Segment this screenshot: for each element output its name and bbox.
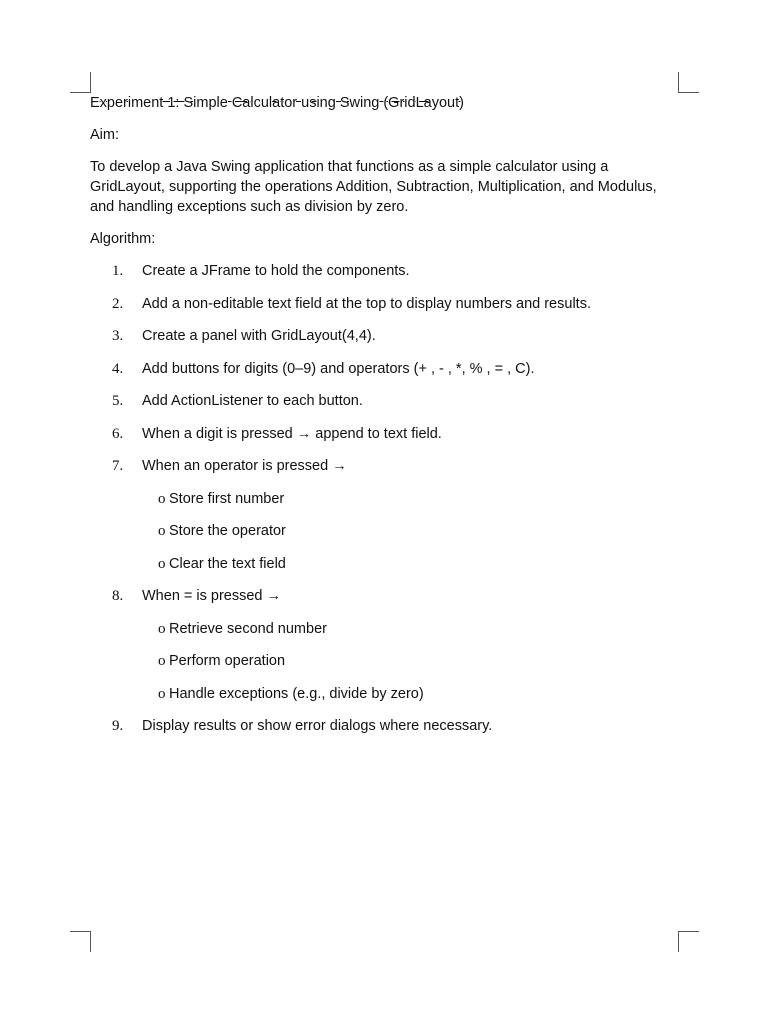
algorithm-steps (90, 261, 680, 736)
step-text: Create a JFrame to hold the components. (142, 263, 410, 279)
step-8-substep-3 (158, 684, 680, 704)
substep-text: Clear the text field (169, 555, 286, 572)
step-8-substep-1 (158, 619, 680, 639)
substep-text: Retrieve second number (169, 620, 327, 637)
step-number: 6. (112, 425, 124, 442)
step-text: When a digit is pressed → append to text field. (142, 425, 442, 442)
crop-mark-top-right (678, 72, 699, 93)
bullet-marker: o (158, 653, 166, 669)
document-title: Experiment 1: Simple Calculator using Swing (GridLayout) (90, 95, 464, 111)
step-number: 5. (112, 393, 124, 409)
step-4 (90, 359, 680, 379)
step-6 (90, 424, 680, 444)
substep-text: Store the operator (169, 523, 286, 539)
bullet-marker: o (158, 490, 166, 507)
substep-text: Perform operation (169, 653, 286, 669)
aim-heading: Aim: (90, 127, 119, 143)
bullet-marker: o (158, 685, 166, 702)
step-7-substep-1 (158, 489, 680, 509)
algorithm-heading: Algorithm: (90, 231, 156, 247)
step-number: 7. (112, 458, 124, 474)
step-7-substep-3 (158, 554, 680, 574)
step-text: Create a panel with GridLayout(4,4). (142, 328, 376, 344)
step-3 (90, 326, 680, 346)
step-9 (90, 716, 680, 736)
step-1 (90, 261, 680, 281)
document-body (90, 93, 680, 749)
step-number: 4. (112, 360, 124, 377)
step-8 (90, 586, 680, 606)
step-text: Add buttons for digits (0–9) and operators (+ , - , *, % , = , C). (142, 360, 535, 377)
bullet-marker: o (158, 523, 166, 539)
substep-text: Handle exceptions (e.g., divide by zero) (169, 685, 424, 702)
aim-text: To develop a Java Swing application that functions as a simple calculator using a GridLayout, supporting the operations Addition, Subtraction, Multiplication, and Modulus, and handling exceptions such as division by zero. (90, 159, 657, 215)
crop-mark-top-left (70, 72, 91, 93)
step-7 (90, 456, 680, 476)
bullet-marker: o (158, 620, 166, 637)
step-number: 2. (112, 295, 124, 312)
substep-text: Store first number (169, 490, 285, 507)
step-text: Add ActionListener to each button. (142, 393, 363, 409)
bullet-marker: o (158, 555, 166, 572)
step-2 (90, 294, 680, 314)
step-text: Display results or show error dialogs where necessary. (142, 718, 493, 734)
step-number: 3. (112, 328, 124, 344)
step-number: 8. (112, 588, 124, 604)
step-number: 1. (112, 263, 124, 279)
step-text: When = is pressed → (142, 588, 282, 604)
step-text: When an operator is pressed → (142, 458, 347, 474)
step-5 (90, 391, 680, 411)
step-number: 9. (112, 718, 124, 734)
step-text: Add a non-editable text field at the top to display numbers and results. (142, 295, 591, 312)
crop-mark-bottom-left (70, 931, 91, 952)
crop-mark-bottom-right (678, 931, 699, 952)
step-8-substep-2 (158, 651, 680, 671)
step-7-substep-2 (158, 521, 680, 541)
